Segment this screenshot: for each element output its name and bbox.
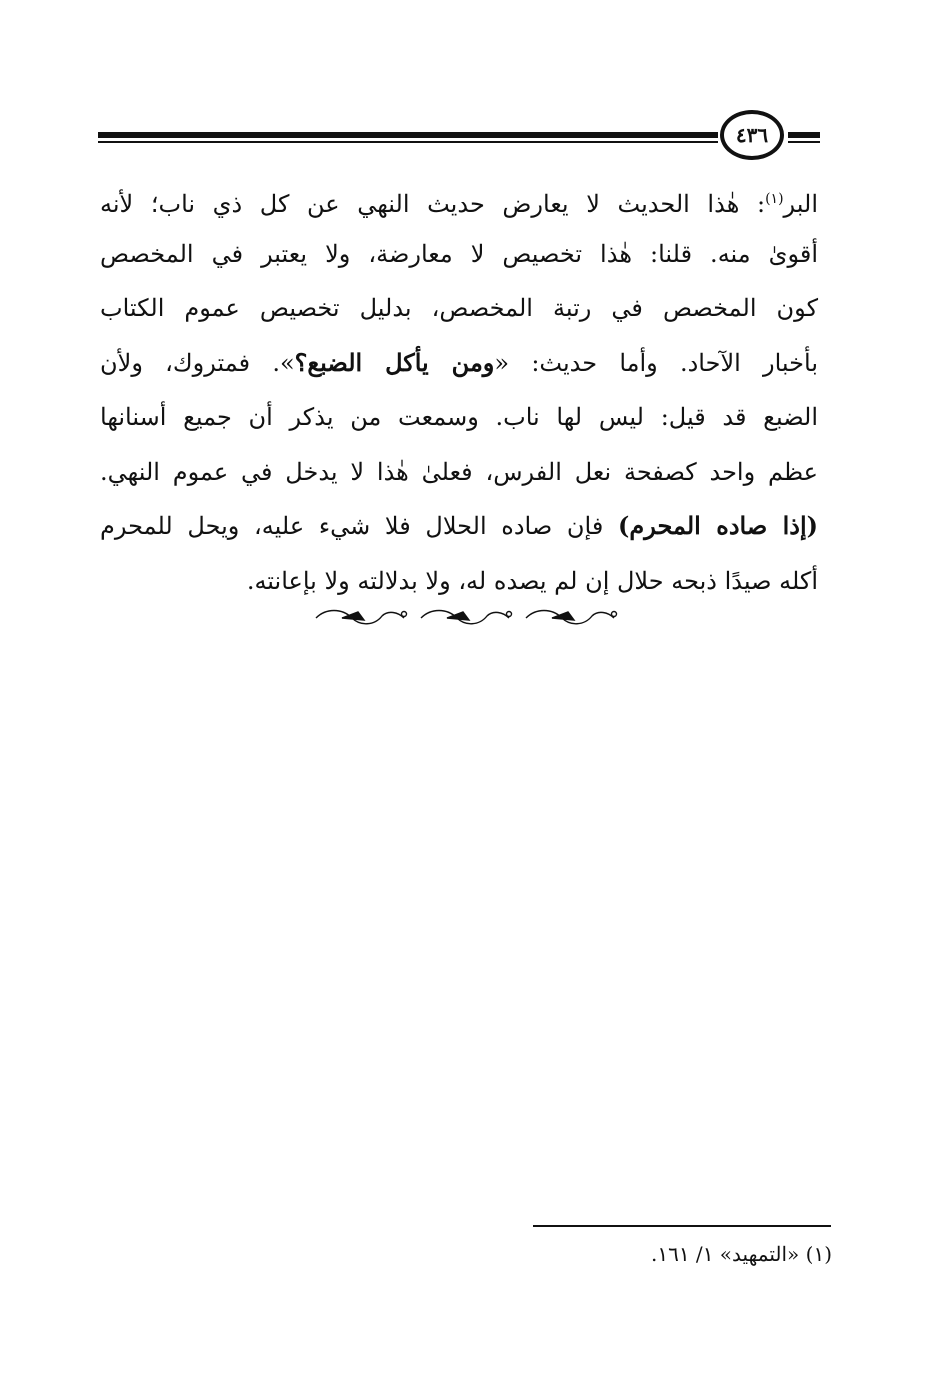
text-line-2: أقوىٰ منه. قلنا: هٰذا تخصيص لا معارضة، ولا يعتبر في المخصص bbox=[100, 239, 818, 268]
text-line-5: الضبع قد قيل: ليس لها ناب. وسمعت من يذكر أن جميع أسنانها bbox=[100, 403, 818, 431]
header-rule-thick bbox=[98, 132, 718, 138]
text-line-8: أكله صيدًا ذبحه حلال إن لم يصده له، ولا بدلالته ولا بإعانته. bbox=[246, 566, 818, 595]
section-divider-ornament bbox=[312, 604, 618, 630]
text-line-6: عظم واحد كصفحة نعل الفرس، فعلىٰ هٰذا لا يدخل في عموم النهي. bbox=[100, 457, 818, 486]
text-line-1 bbox=[100, 172, 818, 227]
text-segment: : هٰذا الحديث لا يعارض حديث النهي عن كل ذي ناب؛ لأنه bbox=[100, 190, 766, 218]
ornament-motif bbox=[316, 611, 407, 624]
text-segment: بأخبار الآحاد. وأما حديث: « bbox=[494, 348, 818, 377]
text-line-4 bbox=[100, 336, 818, 391]
matn-heading: (إذا صاده المحرم) bbox=[618, 511, 818, 540]
footnote-ref: (١) bbox=[765, 191, 784, 207]
footnote: (١) «التمهيد» ١/ ١٦١. bbox=[650, 1242, 832, 1266]
header-rule-right-thick bbox=[788, 132, 820, 138]
text-segment: فإن صاده الحلال فلا شيء عليه، ويحل للمحرم bbox=[100, 512, 619, 540]
main-text bbox=[100, 172, 818, 608]
hadith-quote: ومن يأكل الضبع؟ bbox=[294, 347, 495, 377]
page-header bbox=[98, 110, 820, 160]
text-line-3: كون المخصص في رتبة المخصص، بدليل تخصيص عموم الكتاب bbox=[100, 294, 818, 322]
header-rule-right-thin bbox=[788, 141, 820, 143]
text-line-7 bbox=[100, 499, 818, 554]
text-segment: البر bbox=[783, 190, 819, 218]
header-rule-thin bbox=[98, 141, 718, 143]
ornament-motif bbox=[421, 611, 512, 624]
footnote-separator bbox=[533, 1225, 831, 1227]
page-number: ٤٣٦ bbox=[720, 110, 784, 160]
ornament-motif bbox=[526, 611, 617, 624]
text-segment: ». فمتروك، ولأن bbox=[100, 348, 295, 377]
